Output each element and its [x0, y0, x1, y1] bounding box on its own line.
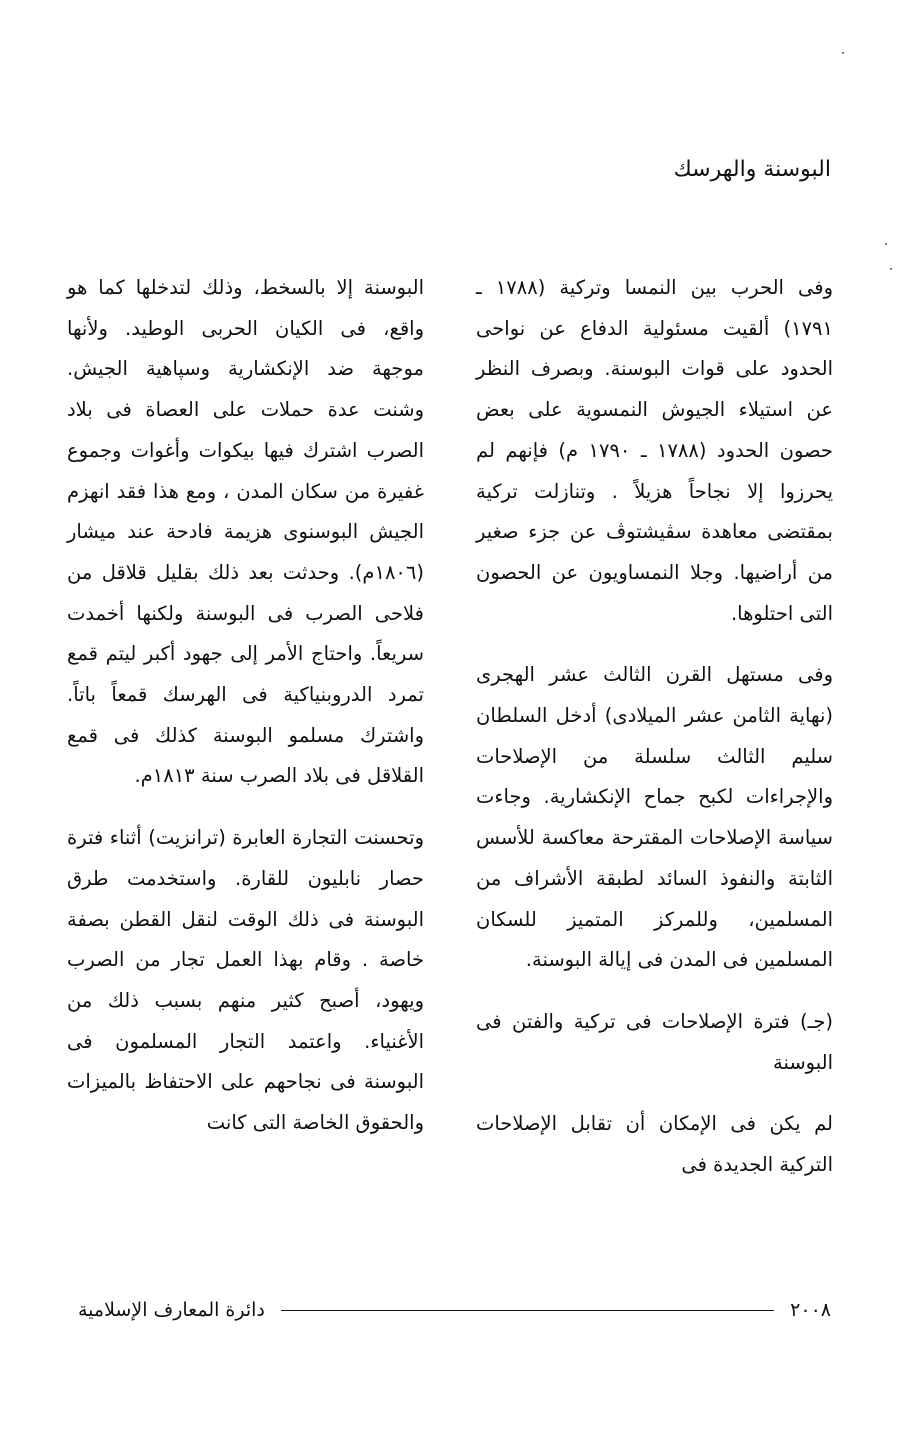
right-column	[476, 268, 833, 1186]
page-number: ٢٠٠٨	[790, 1299, 831, 1321]
paragraph-reforms-start: لم يكن فى الإمكان أن تقابل الإصلاحات التركية الجديدة فى	[476, 1112, 833, 1177]
page-footer	[78, 1290, 831, 1330]
paragraph-war-austria: وفى الحرب بين النمسا وتركية (١٧٨٨ ـ ١٧٩١) ألقيت مسئولية الدفاع عن نواحى الحدود على قوات البوسنة. وبصرف النظر عن استيلاء الجيوش النمسوية على بعض حصون الحدود (١٧٨٨ ـ ١٧٩٠ م) فإنهم لم يحرزوا إلا نجاحاً هزيلاً . وتنازلت تركية بمقتضى معاهدة سڤيشتوڤ عن جزء صغير من أراضيها. وجلا النمساويون عن الحصون التى احتلوها.	[476, 276, 833, 625]
scan-speck	[890, 268, 892, 270]
footer-rule	[281, 1310, 774, 1311]
paragraph-selim-reforms: وفى مستهل القرن الثالث عشر الهجرى (نهاية الثامن عشر الميلادى) أدخل السلطان سليم الثالث سلسلة من الإصلاحات والإجراءات لكبح جماح الإنكشارية. وجاءت سياسة الإصلاحات المقترحة معاكسة للأسس الثابتة والنفوذ السائد لطبقة الأشراف من المسلمين، وللمركز المتميز للسكان المسلمين فى المدن فى إيالة البوسنة.	[476, 663, 833, 972]
running-header: البوسنة والهرسك	[673, 157, 831, 182]
scan-speck	[885, 243, 887, 245]
section-heading-reforms: (جـ) فترة الإصلاحات فى تركية والفتن فى البوسنة	[476, 1009, 833, 1074]
scan-speck	[842, 52, 844, 54]
paragraph-transit-trade: وتحسنت التجارة العابرة (ترانزيت) أثناء فترة حصار نابليون للقارة. واستخدمت طرق البوسنة فى ذلك الوقت لنقل القطن بصفة خاصة . وقام بهذا العمل تجار من الصرب ويهود، أصبح كثير منهم بسبب ذلك من الأغنياء. واعتمد التجار المسلمون فى البوسنة فى نجاحهم على الاحتفاظ بالميزات والحقوق الخاصة التى كانت	[67, 826, 424, 1135]
paragraph-discontent: البوسنة إلا بالسخط، وذلك لتدخلها كما هو واقع، فى الكيان الحربى الوطيد. ولأنها موجهة ضد الإنكشارية وسپاهية الجيش. وشنت عدة حملات على العصاة فى بلاد الصرب اشترك فيها بيكوات وأغوات وجموع غفيرة من سكان المدن ، ومع هذا فقد انهزم الجيش البوسنوى هزيمة فادحة عند ميشار (١٨٠٦م). وحدثت بعد ذلك بقليل قلاقل من فلاحى الصرب فى البوسنة ولكنها أخمدت سريعاً. واحتاج الأمر إلى جهود أكبر ليتم قمع تمرد الدروبنياكية فى الهرسك قمعاً باتاً. واشترك مسلمو البوسنة كذلك فى قمع القلاقل فى بلاد الصرب سنة ١٨١٣م.	[67, 276, 424, 788]
publication-title: دائرة المعارف الإسلامية	[78, 1299, 265, 1321]
left-column	[67, 268, 424, 1144]
